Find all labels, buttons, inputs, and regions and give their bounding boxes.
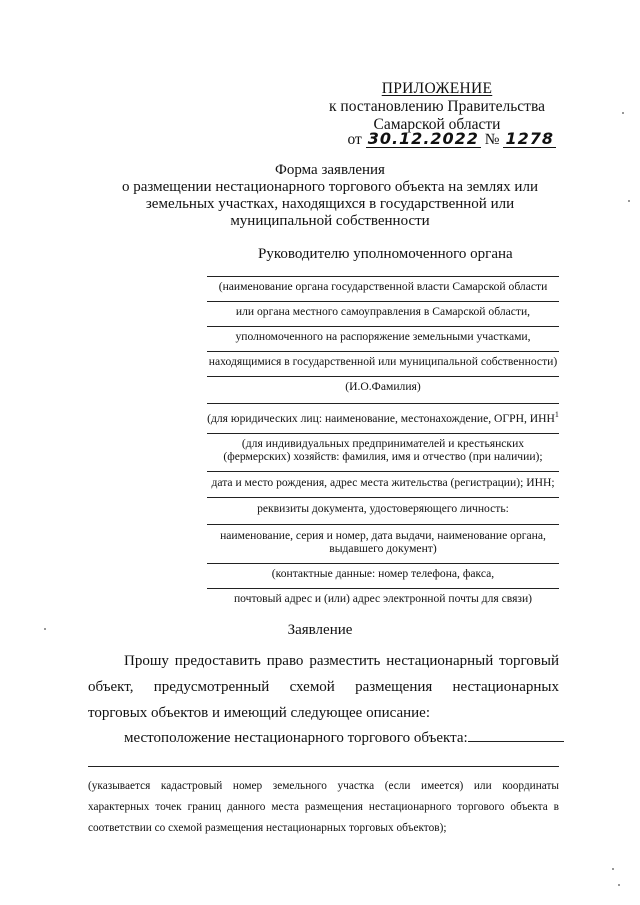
- form-field: [207, 276, 559, 293]
- location-field: [124, 729, 564, 747]
- annex-header: [322, 80, 552, 134]
- form-field: [207, 563, 559, 580]
- field-caption: дата и место рождения, адрес места жительства (регистрации); ИНН;: [211, 475, 555, 489]
- number-label: №: [484, 131, 500, 148]
- scan-speck: [618, 884, 620, 886]
- handwritten-number: 1278: [505, 129, 554, 148]
- scan-speck: [622, 112, 624, 114]
- addressee-heading: Руководителю уполномоченного органа: [258, 246, 513, 262]
- from-label: от: [347, 131, 362, 148]
- location-blank: [468, 729, 564, 742]
- statement-line: объект, предусмотренный схемой размещения нестационарных: [88, 679, 559, 695]
- field-caption: (для юридических лиц: наименование, местонахождение, ОГРН, ИНН$^1$: [207, 410, 559, 425]
- note-line: характерных точек границ данного места размещения нестационарного торгового объекта в: [88, 801, 559, 813]
- field-caption: почтовый адрес и (или) адрес электронной почты для связи): [233, 591, 533, 605]
- applicant-fields: [207, 276, 559, 605]
- form-title-line: земельных участках, находящихся в государственной или: [145, 196, 515, 212]
- field-caption: или органа местного самоуправления в Самарской области,: [235, 305, 531, 318]
- form-title-line: о размещении нестационарного торгового объекта на землях или: [122, 179, 538, 195]
- form-field: [207, 588, 559, 605]
- form-field: [207, 524, 559, 555]
- form-field: [207, 497, 559, 515]
- field-caption: наименование, серия и номер, дата выдачи, наименование органа, выдавшего документ): [220, 528, 546, 555]
- note-line: (указывается кадастровый номер земельного участка (если имеется) или координаты: [88, 780, 559, 792]
- annex-decree-line: к постановлению Правительства: [329, 98, 545, 115]
- handwritten-date: 30.12.2022: [367, 129, 479, 148]
- scan-speck: [612, 868, 614, 870]
- statement-line: Прошу предоставить право разместить нестационарный торговый: [124, 653, 559, 669]
- annex-title: ПРИЛОЖЕНИЕ: [381, 80, 493, 97]
- form-field: [207, 376, 559, 393]
- annex-region-line: Самарской области: [373, 116, 501, 133]
- field-caption: находящимися в государственной или муниципальной собственности): [208, 355, 558, 368]
- form-field: [207, 351, 559, 368]
- annex-date-number: [348, 131, 557, 149]
- field-caption: (для индивидуальных предпринимателей и крестьянских (фермерских) хозяйств: фамилия, имя и отчество (при наличии);: [223, 436, 543, 463]
- scan-speck: [44, 628, 46, 630]
- form-field: [207, 326, 559, 343]
- field-caption: (наименование органа государственной власти Самарской области: [218, 280, 548, 293]
- form-field: [207, 403, 559, 425]
- footnote-mark: 1: [554, 410, 559, 419]
- field-caption: уполномоченного на распоряжение земельными участками,: [235, 330, 531, 343]
- form-title: [90, 162, 570, 230]
- statement-title: Заявление: [287, 622, 353, 638]
- form-field: [207, 301, 559, 318]
- location-note: [88, 776, 559, 839]
- form-field: [207, 433, 559, 463]
- form-title-line: муниципальной собственности: [230, 213, 430, 229]
- form-field: [207, 471, 559, 489]
- location-blank-line: [88, 766, 559, 767]
- location-label: местоположение нестационарного торгового объекта:: [124, 730, 468, 746]
- scan-speck: [628, 200, 630, 202]
- statement-paragraph: [88, 652, 559, 722]
- form-title-line: Форма заявления: [275, 162, 385, 178]
- note-line: соответствии со схемой размещения нестационарных торговых объектов);: [88, 822, 447, 834]
- field-caption: (И.О.Фамилия): [345, 380, 421, 393]
- field-caption: (контактные данные: номер телефона, факса,: [271, 566, 495, 580]
- statement-line: торговых объектов и имеющий следующее описание:: [88, 705, 431, 721]
- field-caption: реквизиты документа, удостоверяющего личность:: [257, 501, 509, 515]
